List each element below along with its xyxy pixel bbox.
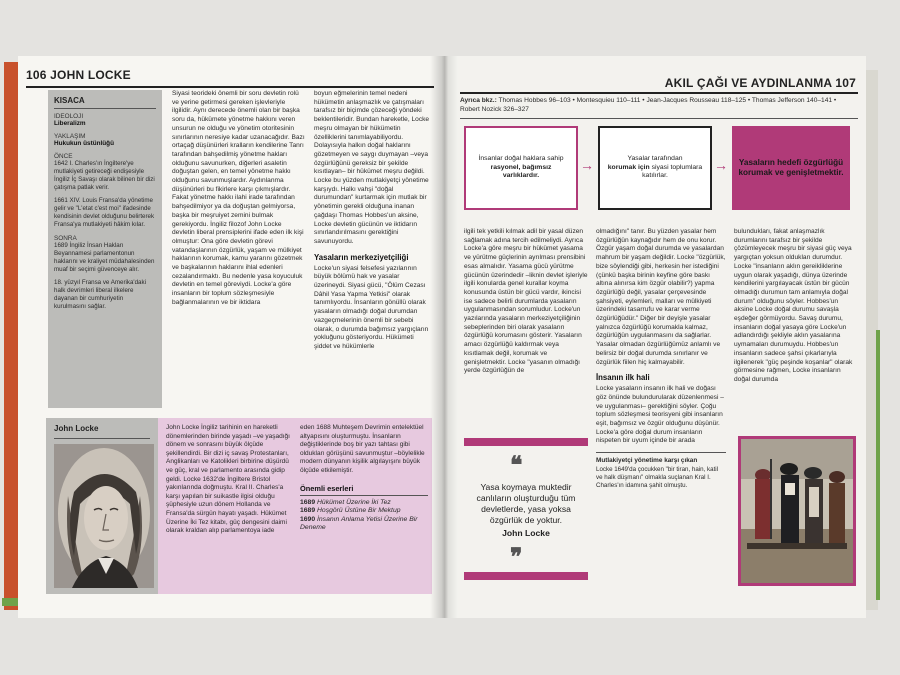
flow-box-1-bold: rasyonel, bağımsız varlıklardır. [490,163,552,180]
right-column-2 [596,228,726,608]
pull-quote: Yasa koymaya muktedir canlıların oluşturduğu tüm devletlerde, yasa yoksa özgürlük de yoktur. [476,482,576,525]
left-page [18,56,442,618]
biography-box [46,418,432,594]
left-body-column-2 [172,90,306,410]
flow-box-1 [464,126,578,210]
yaklasim-label: YAKLAŞIM [54,133,86,140]
bio-text-1: John Locke İngiliz tarihinin en hareketli dönemlerinden birinde yaşadı –ve yaşadığı dönem ve sonrasını büyük ölçüde şekillendirdi. Bir dizi iç savaş Protestanları, Anglikanları ve Katolikleri birbirine düşürdü ve güç, kral ve parlamento arasında gidip geldi. Locke 1632'de İngiltere Bristol yakınlarında doğmuştu. Kral II. Charles'a karşı yapılan bir suikastle ilgisi olduğu şüphesiyle uzun dönem Hollanda ve Fransa'da sürgün hayatı yaşadı. Hükümet Üzerine İki Tez kitabı, güç dengesini daimi olarak kraldan alıp parlamentoya iade [166,424,290,535]
kisaca-title: KISACA [54,96,85,105]
quote-open-icon: ❛❛ [510,450,520,479]
flow-arrow-1: → [580,157,594,173]
left-page-number: 106 [26,68,47,82]
see-also [460,96,852,114]
subhead-insanin-ilk-hali: İnsanın ilk hali [596,373,650,383]
works-rule [300,495,428,496]
body-text-column-3b: Locke'un siyasi felsefesi yazılarının büyük bölümü hak ve yasalar üzerineydi. Siyasi gücü, "Ölüm Cezası Dâhil Yasa Yapma Yetkisi" olarak tanımlıyordu. İnsanların gönüllü olarak yasaların olmadığı doğal durumdan vazgeçmelerinin önemli bir sebebi olarak, o durumda bağımsız yargıçların yokluğunu gösteriyordu. Hükümeti şiddet ve hükümlerle [314,264,429,350]
flow-box-3-text: Yasaların hedefi özgürlüğü korumak ve genişletmektir. [738,157,844,177]
once-label: ÖNCE [54,153,73,160]
quote-top-bar [464,438,588,446]
work-year: 1689 [300,498,316,506]
execution-illustration [741,439,853,583]
ideoloji-value: Liberalizm [54,120,86,127]
work-year: 1690 [300,515,316,523]
right-page-number: 107 [835,76,856,90]
once-item-1: 1642 I. Charles'ın İngiltere'ye mutlakiyeti getireceği endişesiyle İngiliz İç Savaşı olarak bilinen bir dizi çatışma patlak verir. [54,160,155,191]
illustration-frame [738,436,856,586]
ideoloji-label: IDEOLOJI [54,113,84,120]
once-item-2: 1661 XIV. Louis Fransa'da yönetime gelir ve "L'etat c'est moi" ifadesinde kendisinin devlet olduğunu belirterek Fransa'ya mutlakiyeti hâkim kılar. [54,197,155,228]
left-running-title: JOHN LOCKE [50,68,131,82]
bio-title: John Locke [54,424,99,433]
kisaca-rule [54,108,156,109]
right-column-1 [464,228,588,438]
flow-box-2-bold: korumak için [607,163,650,171]
left-running-head [26,68,131,82]
flow-arrow-2: → [714,157,728,173]
right-body-text-3: bulundukları, fakat anlaşmazlık durumlarını tarafsız bir şekilde çözümleyecek meşru bir siyasi güç veya yargıçtan yoksun oldukları durumdur. Locke "insanların aklın gereikliklerine uygun olarak yaşadığı, dünya üzerinde kendilerini yargılayacak üstün bir gücün olmadığı durumun tam anlamıyla doğal durum" olduğunu söyler. Hobbes'un aksine Locke doğal durumu savaşla eşdeğer görmüyordu. Savaş durumu, insanların doğal yasaya göre Locke'un adlandırdığı şekliyle aklın yasalarına uymamaları durumuydu. Hobbes'un insanların sadece şahsi çıkarlarıyla ilgilenerek "güç peşinde koşanlar" olarak görmesine rağmen, Locke insanların doğal durumda [734,228,853,383]
kisaca-sidebar [48,90,162,408]
right-body-text-1: ilgili tek yetkili kılmak adil bir yasal düzen sağlamak adına tercih edilmeliydi. Ayrıca Locke'a göre meşru bir hükümet yasama ve yürütme güçlerinin ayrılması prensibini esas almalıdır. Yasama gücü yürütme gücünün üzerindedir –liknin devlet işleriyle ilgili konularda genel kurallar koyma konusunda üstün bir gücü vardır, ikincisi ise sadece belirli durumlarda yasaların uygulanmasından sorumludur. Locke'un yazılarında yasaların merkeziyetçiliğinin sebeplerinden biri olarak yasaların özgürlüğü korumasını gösterir. Yasaların amacı özgürlüğü kaldırmak veya kısıtlamak değil, korumak ve genişletmektir. Locke "yasanın olmadığı yerde özgürlüğün de [464,228,588,375]
pull-quote-author: John Locke [502,528,550,538]
right-body-text-2: olmadığını" tanır. Bu yüzden yasalar hem özgürlüğün kaynağıdır hem de onu korur. Özgür yaşam doğal durumda ve yasalardan mahrum bir yaşam değildir. Locke "özgürlük, bize söylendiği gibi, herkesin her istediğini (çünkü başka birinin keyfine göre baskı altına alınırsa kim özgür olabilir?) yapma özgürlüğü değil, yasalar çerçevesinde şahsiyeti, eylemleri, malları ve mülkiyeti üzerindeki tasarrufu ve karar verme özgürlüğüdür." Diğer bir deyişle yasalar yalnızca özgürlüğü korumakla kalmaz, özgürlüğün uygulanmasını da sağlarlar. Yasalar olmadan özgürlüğümüz anlamlı ve belirsiz bir doğal durumda sınırlanır ve özgürlük fiilen hiç kalmayabilir. [596,228,726,366]
see-also-label: Ayrıca bkz.: [460,97,497,104]
right-page [442,56,866,618]
see-also-text: Thomas Hobbes 96–103 • Montesquieu 110–111 • Jean-Jacques Rousseau 118–125 • Thomas Jefferson 140–141 • Robert Nozick 326–327 [460,97,837,113]
work-title: Hoşgörü Üstüne Bir Mektup [317,507,401,515]
see-also-rule [460,118,858,119]
john-locke-portrait [54,444,154,588]
works-item [300,516,428,533]
body-text-column-3a: boyun eğmelerinin temel nedeni hükümetin anlaşmazlık ve çatışmaları tarafsız bir biçimde çözeceği yöndeki beklentileridir. Bundan hareketle, Locke meşru olmayan bir hükümetin özelliklerini tanımlayabiliyordu. Dolayısıyla halkın doğal haklarını gözetmeyen ve saygı duymayan –veya özgürlüğünü gereksiz bir şekilde kısıtlayan– bir hükümet meşru değildi. Locke bu yüzden mutlakiyetçi yönetime karşıydı. Halkı vahşi "doğal durumundan" kurtarmak için mutlak bir yönetimin gerekli olduğuna inanan çağdaşı Thomas Hobbes'un aksine, Locke devletin gücünün ve iktidarın sınırlandırılmasını gerektiğini savunuyordu. [314,90,430,245]
flow-box-3 [732,126,850,210]
sonra-item-1: 1689 İngiliz İnsan Hakları Beyannamesi parlamentonun haklarını ve kraliyet müdahalesinden muaf bir seçimi güvenceye alır. [54,242,155,273]
body-text-column-2: Siyasi teorideki önemli bir soru devletin rolü ve yerine getirmesi gereken işlevleriyle ilgilidir. Aynı derecede önemli olan bir başka soru da, hükümete yönetme hakkını veren unsurun ne olduğu ve yönetim otoritesinin sınırlarının neresiye kadar uzanacağıdır. Bazı ortaçağ düşünürleri kralların kendilerine Tanrı tarafından bahşedilmiş yönetme hakları olduğunu savunurken, diğerleri asaletin doğuştan gelen, en temel yönetme hakkı olduğunu savunmuşlardır. Aydınlanma düşünürleri bu fikirlere karşı çıkmışlardır. Fakat yönetme hakkı ilahi irade tarafından bahşedilmiyor ya da doğuştan gelmiyorsa, başka bir meşruiyet zemini bulmak gerekiyordu. İngiliz filozof John Locke devletin liberal prensiplerini ifade eden ilk kişi olmuştur: Ona göre devletin görevi vatandaşlarının özgürlük, yaşam ve mülkiyet haklarının korumak, kamu yararını gözetmek ve başkalarının haklarını ihlal edenleri cezalandırmaktı. Bu nedenle yasa koyuculuk devletin en temel göreviydi. Locke'a göre insanların bir toplum sözleşmesiyle bağlanmalarının ve bir iktidara [172,90,305,306]
quote-close-icon: ❜❜ [510,542,520,571]
work-title: Hükümet Üzerine İki Tez [317,498,391,506]
flow-box-2 [598,126,712,210]
right-column-3 [734,228,858,434]
flow-box-2-post: siyasi toplumlara katılırlar. [642,163,703,180]
work-year: 1689 [300,507,316,515]
work-title: İnsanın Anlama Yetisi Üzerine Bir Deneme [300,515,418,532]
caption-rule [596,452,726,453]
works-item [300,507,428,516]
flow-box-2-pre: Yasalar tarafından [627,155,683,163]
sonra-item-2: 18. yüzyıl Fransa ve Amerika'daki halk devrimleri liberal ilkelere dayanan bir cumhuriyetin kurulmasını sağlar. [54,279,146,310]
works-title: Önemli eserleri [300,483,354,493]
bio-title-rule [54,438,150,439]
bio-text-2: eden 1688 Muhteşem Devrimin entelektüel altyapısını oluşturmuştu. İnsanların değiştiklerinde boş bir yazı tahtası gibi oldukları görüşünü savunmuştur –böylelikle modern dünyanın kişilik algılayışını büyük ölçüde etkilemiştir. [300,424,425,474]
right-body-text-2b: Locke yasaların insanın ilk hali ve doğası göz önünde bulundurularak düzenlenmesi –ve uygulanması– gerektiğini söyler. Çoğu toplum sözleşmesi teorisyeni gibi insanların eşit, bağımsız ve özgür olduğunu düşünür. Locke'a göre doğal durum insanların nispeten bir uyum içinde bir arada [596,385,724,445]
quote-bottom-bar [464,572,588,580]
left-header-rule [26,86,434,88]
bio-column-2 [300,424,428,533]
yaklasim-value: Hukukun üstünlüğü [54,140,114,147]
caption-text: Locke 1649'da çocukken "bir tiran, hain, katil ve halk düşmanı" olmakla suçlanan Kral I. Charles'ın idamına şahit olmuştu. [596,465,719,489]
works-item [300,499,428,508]
book-spine-shadow [430,56,458,618]
right-running-title: AKIL ÇAĞI VE AYDINLANMA [664,76,832,90]
sonra-label: SONRA [54,235,77,242]
caption-title: Mutlakiyetçi yönetime karşı çıkan [596,457,698,465]
right-header-rule [460,92,858,94]
left-body-column-3 [314,90,432,410]
book-cover-right-green [876,330,880,600]
right-running-head [665,76,856,90]
subhead-yasalarin-merkeziyetciligi: Yasaların merkeziyetçiliği [314,252,409,262]
flow-box-1-pre: İnsanlar doğal haklara sahip [478,155,564,163]
